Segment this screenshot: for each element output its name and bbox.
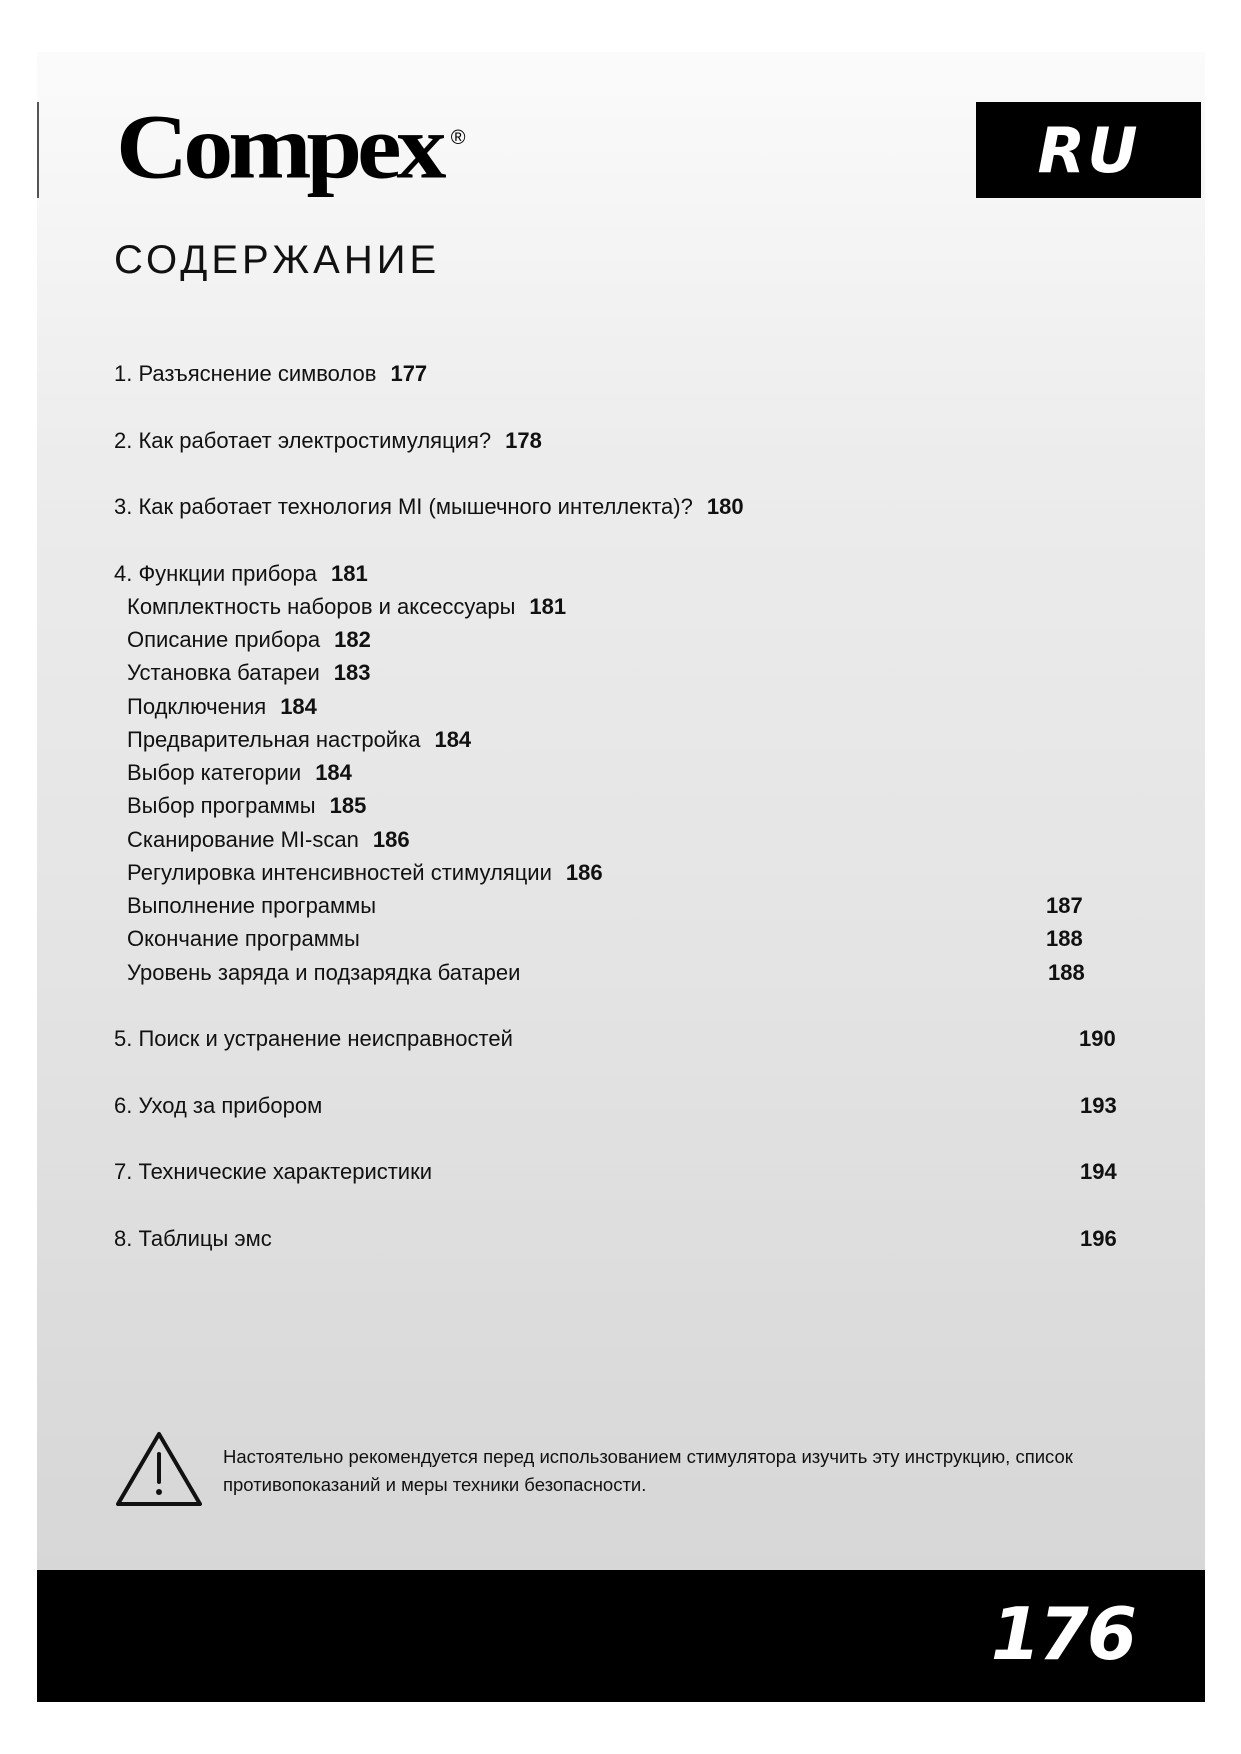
toc-page: 187 bbox=[1046, 893, 1083, 918]
toc-page: 186 bbox=[565, 860, 603, 885]
page-title: СОДЕРЖАНИЕ bbox=[114, 238, 441, 282]
toc-page: 186 bbox=[372, 827, 410, 852]
toc-page: 185 bbox=[329, 793, 367, 818]
warning-text bbox=[223, 1443, 1123, 1499]
toc-subentry[interactable] bbox=[127, 793, 366, 819]
toc-label: Установка батареи bbox=[127, 660, 320, 685]
toc-subentry[interactable] bbox=[127, 694, 317, 720]
toc-label: Выбор программы bbox=[127, 793, 316, 818]
toc-subentry[interactable] bbox=[127, 727, 471, 753]
toc-page: 193 bbox=[1080, 1093, 1117, 1118]
toc-page: 182 bbox=[334, 627, 371, 652]
toc-label: Выполнение программы bbox=[127, 893, 377, 918]
toc-entry[interactable] bbox=[114, 1093, 322, 1119]
warning-line-2: противопоказаний и меры техники безопасности. bbox=[223, 1474, 647, 1495]
toc-label: 2. Как работает электростимуляция? bbox=[114, 428, 492, 453]
toc-page: 194 bbox=[1080, 1159, 1117, 1184]
brand-logo bbox=[116, 95, 466, 199]
logo-text: Compex bbox=[116, 95, 442, 198]
toc-label: Комплектность наборов и аксессуары bbox=[127, 594, 516, 619]
toc-subentry[interactable] bbox=[127, 660, 371, 686]
toc-page: 184 bbox=[280, 694, 317, 719]
toc-subentry[interactable] bbox=[127, 860, 603, 886]
toc-label: Предварительная настройка bbox=[127, 727, 421, 752]
registered-mark: ® bbox=[450, 127, 466, 149]
toc-label: Подключения bbox=[127, 694, 267, 719]
toc-label: Окончание программы bbox=[127, 926, 360, 951]
toc-entry[interactable] bbox=[114, 1159, 432, 1185]
toc-subentry[interactable] bbox=[127, 827, 410, 853]
toc-label: Описание прибора bbox=[127, 627, 321, 652]
toc-entry[interactable] bbox=[114, 1026, 513, 1052]
toc-page: 183 bbox=[333, 660, 371, 685]
page-edge bbox=[37, 102, 39, 198]
warning-line-1: Настоятельно рекомендуется перед использованием стимулятора изучить эту инструкцию, список bbox=[223, 1446, 1073, 1467]
toc-entry[interactable] bbox=[114, 561, 368, 587]
toc-page: 188 bbox=[1048, 960, 1085, 985]
toc-label: Регулировка интенсивностей стимуляции bbox=[127, 860, 552, 885]
toc-label: Уровень заряда и подзарядка батареи bbox=[127, 960, 521, 985]
toc-page: 190 bbox=[1079, 1026, 1116, 1051]
toc-label: 3. Как работает технология MI (мышечного интеллекта)? bbox=[114, 494, 693, 519]
toc-subentry[interactable] bbox=[127, 760, 352, 786]
toc-entry[interactable] bbox=[114, 361, 427, 387]
toc-subentry[interactable] bbox=[127, 893, 376, 919]
language-tab: RU bbox=[976, 102, 1201, 198]
toc-entry[interactable] bbox=[114, 494, 744, 520]
toc-subentry[interactable] bbox=[127, 594, 566, 620]
page-number: 176 bbox=[990, 1592, 1135, 1676]
toc-subentry[interactable] bbox=[127, 627, 371, 653]
toc-page: 184 bbox=[315, 760, 352, 785]
toc-label: Выбор категории bbox=[127, 760, 302, 785]
toc-entry[interactable] bbox=[114, 1226, 272, 1252]
toc-page: 196 bbox=[1080, 1226, 1117, 1251]
toc-label: 8. Таблицы эмс bbox=[114, 1226, 272, 1251]
toc-page: 177 bbox=[390, 361, 428, 386]
toc-page: 178 bbox=[505, 428, 542, 453]
toc-label: Сканирование MI-scan bbox=[127, 827, 359, 852]
footer-bar bbox=[37, 1570, 1205, 1702]
toc-page: 188 bbox=[1046, 926, 1083, 951]
toc-page: 181 bbox=[529, 594, 567, 619]
toc-label: 1. Разъяснение символов bbox=[114, 361, 377, 386]
safety-warning bbox=[114, 1430, 1124, 1510]
warning-triangle-icon bbox=[114, 1430, 204, 1508]
toc-page: 184 bbox=[434, 727, 472, 752]
toc-label: 6. Уход за прибором bbox=[114, 1093, 323, 1118]
toc-label: 4. Функции прибора bbox=[114, 561, 317, 586]
toc-label: 5. Поиск и устранение неисправностей bbox=[114, 1026, 513, 1051]
toc-entry[interactable] bbox=[114, 428, 542, 454]
toc-subentry[interactable] bbox=[127, 960, 520, 986]
toc-subentry[interactable] bbox=[127, 926, 360, 952]
toc-page: 180 bbox=[706, 494, 744, 519]
toc-page: 181 bbox=[331, 561, 368, 586]
toc-label: 7. Технические характеристики bbox=[114, 1159, 433, 1184]
